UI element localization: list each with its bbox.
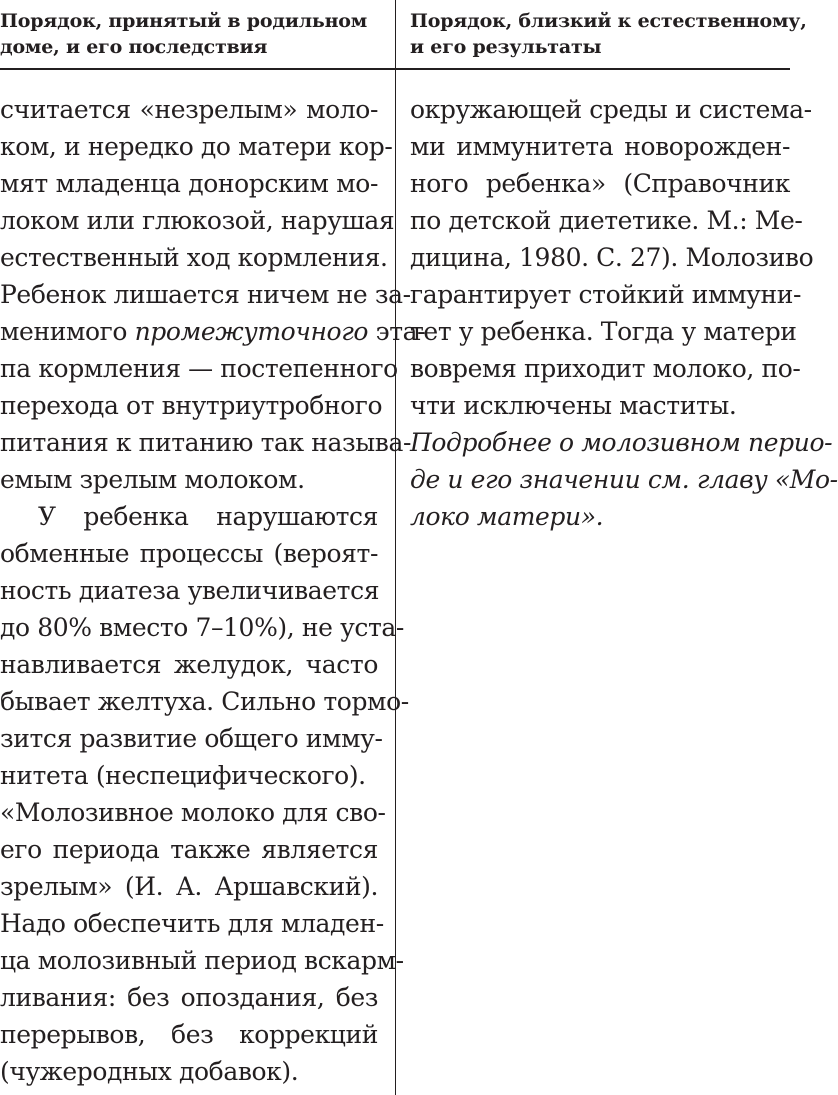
- text-line: [410, 498, 790, 535]
- italic-text: Подробнее о молозивном перио-: [410, 428, 833, 457]
- text-line: [0, 942, 404, 979]
- text-line: [0, 720, 383, 757]
- text-run: У ребенка нарушаются: [38, 502, 378, 531]
- text-line: [0, 794, 386, 831]
- text-line: [0, 313, 426, 350]
- text-run: ком, и нередко до матери кор-: [0, 132, 393, 161]
- text-run: ного ребенка» (Справочник: [410, 169, 790, 198]
- left-column: [0, 91, 426, 1090]
- text-line: [0, 1016, 378, 1053]
- text-run: «Молозивное молоко для сво-: [0, 798, 386, 827]
- text-line: [0, 868, 378, 905]
- italic-text: де и его значении см. главу «Мо-: [410, 465, 838, 494]
- text-line: [0, 91, 378, 128]
- text-line: [0, 757, 378, 794]
- text-run: обменные процессы (вероят-: [0, 539, 378, 568]
- text-line: [0, 646, 378, 683]
- text-line: [0, 276, 411, 313]
- text-line: [0, 350, 398, 387]
- text-run: мят младенца донорским мо-: [0, 169, 378, 198]
- text-line: [410, 91, 812, 128]
- text-run: тет у ребенка. Тогда у матери: [410, 317, 797, 346]
- text-run: навливается желудок, часто: [0, 650, 378, 679]
- text-run: локом или глюкозой, нарушая: [0, 206, 395, 235]
- header-left: [0, 8, 367, 60]
- text-run: считается «незрелым» моло-: [0, 95, 378, 124]
- text-run: перехода от внутриутробного: [0, 391, 383, 420]
- text-line: [410, 202, 803, 239]
- text-run: ливания: без опоздания, без: [0, 983, 378, 1012]
- text-run: естественный ход кормления.: [0, 243, 388, 272]
- text-run: по детской диететике. М.: Ме-: [410, 206, 803, 235]
- text-line: [410, 424, 833, 461]
- text-line: [410, 387, 790, 424]
- header-left-line: Порядок, принятый в родильном: [0, 10, 368, 32]
- italic-text: промежуточного: [134, 317, 369, 346]
- text-run: его периода также является: [0, 835, 378, 864]
- text-line: [0, 424, 412, 461]
- text-line: [0, 535, 378, 572]
- text-line: [0, 572, 378, 609]
- text-line: [0, 905, 384, 942]
- text-run: вовремя приходит молоко, по-: [410, 354, 801, 383]
- text-line: [0, 1053, 378, 1090]
- text-line: [0, 683, 409, 720]
- text-run: гарантирует стойкий иммуни-: [410, 280, 802, 309]
- text-line: [0, 979, 378, 1016]
- text-run: зрелым» (И. А. Аршавский).: [0, 872, 378, 901]
- text-line: [0, 165, 378, 202]
- text-run: ность диатеза увеличивается: [0, 576, 380, 605]
- right-column: [410, 91, 838, 535]
- text-run: ми иммунитета новорожден-: [410, 132, 790, 161]
- text-run: дицина, 1980. С. 27). Молозиво: [410, 243, 814, 272]
- text-run: питания к питанию так называ-: [0, 428, 412, 457]
- text-run: (чужеродных добавок).: [0, 1057, 299, 1086]
- text-line: [0, 202, 395, 239]
- text-run: чти исключены маститы.: [410, 391, 737, 420]
- italic-text: локо матери».: [410, 502, 604, 531]
- text-line: [410, 128, 790, 165]
- text-run: бывает желтуха. Сильно тормо-: [0, 687, 409, 716]
- text-run: менимого: [0, 317, 135, 346]
- text-run: зится развитие общего имму-: [0, 724, 383, 753]
- text-line: [410, 165, 790, 202]
- text-line: [0, 498, 378, 535]
- text-run: па кормления — постепенного: [0, 354, 398, 383]
- text-run: до 80% вместо 7–10%), не уста-: [0, 613, 404, 642]
- text-line: [410, 239, 814, 276]
- text-run: окружающей среды и система-: [410, 95, 812, 124]
- text-run: нитета (неспецифического).: [0, 761, 366, 790]
- text-line: [0, 461, 378, 498]
- header-left-line: доме, и его последствия: [0, 36, 268, 58]
- header-right: [410, 8, 807, 60]
- text-run: Надо обеспечить для младен-: [0, 909, 384, 938]
- header-right-line: и его результаты: [410, 36, 602, 58]
- column-divider: [395, 0, 396, 1095]
- text-run: Ребенок лишается ничем не за-: [0, 280, 411, 309]
- text-line: [0, 239, 388, 276]
- text-run: емым зрелым молоком.: [0, 465, 305, 494]
- text-run: перерывов, без коррекций: [0, 1020, 378, 1049]
- text-line: [0, 609, 404, 646]
- text-line: [410, 313, 797, 350]
- text-line: [410, 461, 838, 498]
- text-run: ца молозивный период вскарм-: [0, 946, 404, 975]
- text-line: [0, 128, 393, 165]
- text-run: эта-: [368, 317, 426, 346]
- text-line: [0, 831, 378, 868]
- header-right-line: Порядок, близкий к естественному,: [410, 10, 807, 32]
- text-line: [0, 387, 383, 424]
- text-line: [410, 276, 802, 313]
- text-line: [410, 350, 801, 387]
